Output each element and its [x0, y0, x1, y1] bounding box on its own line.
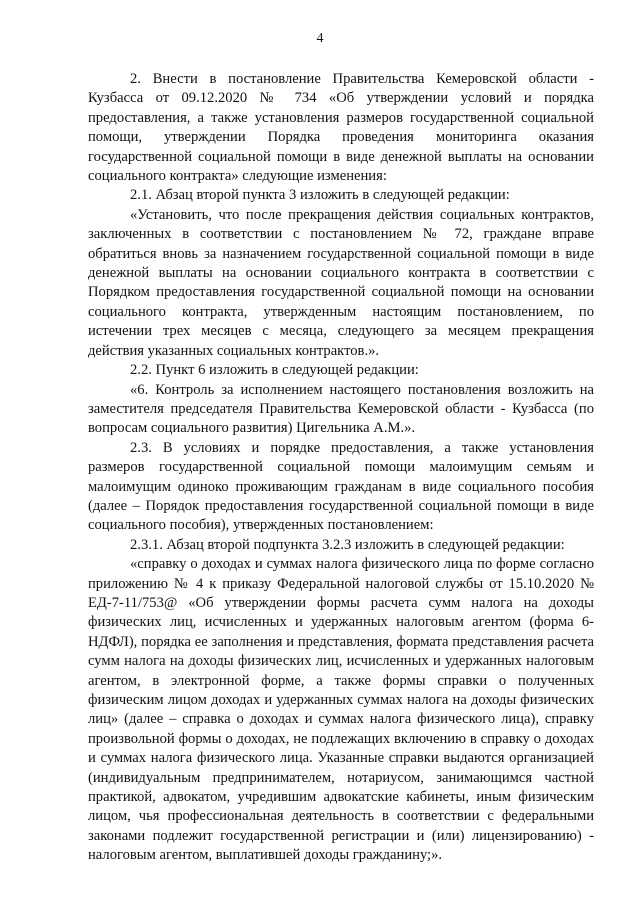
paragraph-2-3-1-quote: «справку о доходах и суммах налога физического лица по форме согласно приложению № 4 к приказу Федеральной налоговой службы от 15.10.2020 № ЕД-7-11/753@ «Об утверждении формы расчета сумм налога на доходы физических лиц, исчисленных и удержанных налоговым агентом (форма 6-НДФЛ), порядка ее заполнения и представления, формата представления расчета сумм налога на доходы физических лиц, исчисленных и удержанных налоговым агентом, в электронной форме, а также формы справки о полученных физическим лицом доходах и удержанных суммах налога на доходы физических лиц» (далее – справка о доходах и суммах налога физического лица), справку произвольной формы о доходах, не подлежащих включению в справку о доходах и суммах налога физического лица. Указанные справки выдаются организацией (индивидуальным предпринимателем, нотариусом, занимающимся частной практикой, адвокатом, учредившим адвокатские кабинеты, иным физическим лицом, чья профессиональная деятельность в соответствии с федеральными законами подлежит государственной регистрации и (или) лицензированию) - налоговым агентом, выплатившей доходы гражданину;».	[88, 556, 594, 864]
paragraph-2-intro: 2. Внести в постановление Правительства Кемеровской области - Кузбасса от 09.12.2020 № 734 «Об утверждении условий и порядка предоставления, а также установления размеров государственной социальной помощи, утверждении Порядка проведения мониторинга оказания государственной социальной помощи в виде денежной выплаты на основании социального контракта» следующие изменения:	[88, 71, 594, 185]
document-body	[88, 70, 594, 866]
paragraph-2-1-quote: «Установить, что после прекращения действия социальных контрактов, заключенных в соответствии с постановлением № 72, граждане вправе обратиться вновь за назначением государственной социальной помощи в виде денежной выплаты на основании социального контракта в соответствии с Порядком предоставления государственной социальной помощи на основании социального контракта, утвержденным настоящим постановлением, по истечении трех месяцев с месяца, следующего за месяцем прекращения действия указанных социальных контрактов.».	[88, 206, 594, 359]
page-number: 4	[316, 31, 324, 46]
paragraph-2-2-quote: «6. Контроль за исполнением настоящего постановления возложить на заместителя председателя Правительства Кемеровской области - Кузбасса (по вопросам социального развития) Цигельника А.М.».	[88, 381, 594, 437]
paragraph-2-2-heading: 2.2. Пункт 6 изложить в следующей редакции:	[130, 362, 419, 379]
paragraph-2-3-1-heading: 2.3.1. Абзац второй подпункта 3.2.3 изложить в следующей редакции:	[130, 536, 565, 553]
paragraph-2-3: 2.3. В условиях и порядке предоставления, а также установления размеров государственной социальной помощи малоимущим семьям и малоимущим одиноко проживающим гражданам в виде социального пособия (далее – Порядок предоставления государственной социальной помощи в виде социального пособия), утвержденных постановлением:	[88, 439, 594, 534]
paragraph-2-1-heading: 2.1. Абзац второй пункта 3 изложить в следующей редакции:	[130, 187, 510, 204]
